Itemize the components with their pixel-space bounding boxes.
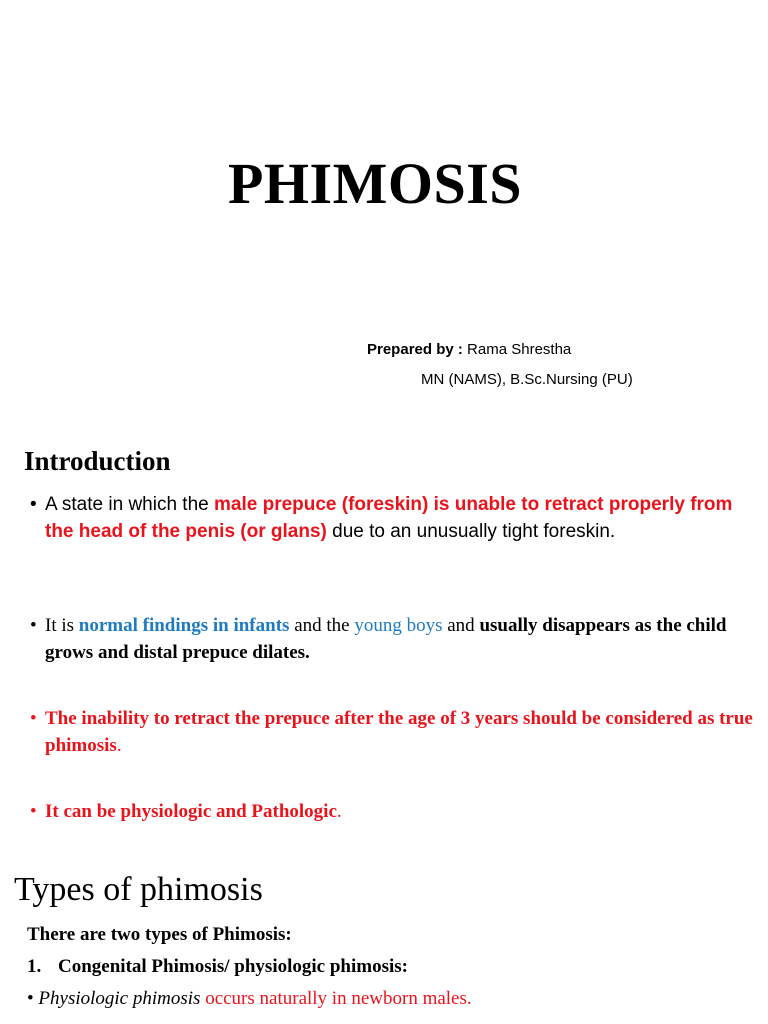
highlight-red: male prepuce (foreskin) is unable to retract properly from the head of the penis (or glans) (45, 494, 733, 542)
highlight-red: occurs naturally in newborn males. (200, 988, 472, 1009)
text-segment: and the (289, 615, 355, 636)
title-slide (0, 0, 768, 428)
bold-text: The inability to retract the prepuce after the age of 3 years should be considered as true phimosis (45, 708, 753, 756)
types-slide (0, 866, 768, 1024)
author-name: Rama Shrestha (462, 341, 572, 358)
introduction-heading: Introduction (24, 446, 171, 476)
highlight-blue: normal findings in infants (78, 615, 290, 636)
types-intro: There are two types of Phimosis: (27, 924, 292, 945)
page-title: PHIMOSIS (227, 151, 523, 216)
highlight-blue: young boys (354, 615, 443, 636)
prepared-by-label: Prepared by : (367, 341, 463, 358)
bullet-dot: • (30, 708, 37, 729)
text-segment: . (116, 735, 122, 756)
text-segment: It is (45, 615, 79, 636)
bullet-definition (30, 491, 755, 545)
sub-bullet (27, 988, 472, 1010)
bullet-dot: • (30, 494, 37, 515)
text-segment: due to an unusually tight foreskin. (326, 521, 616, 542)
bold-text: It can be physiologic and Pathologic (45, 801, 337, 822)
italic-term: Physiologic phimosis (38, 988, 201, 1009)
list-item-text: Congenital Phimosis/ physiologic phimosis: (58, 956, 408, 977)
bullet-dot: • (30, 801, 37, 822)
prepared-by-line (367, 341, 571, 358)
author-credentials: MN (NAMS), B.Sc.Nursing (PU) (421, 371, 633, 388)
text-segment: and (442, 615, 480, 636)
bullet-dot: • (27, 988, 34, 1009)
bold-text: usually disappears as the child grows and distal prepuce dilates. (45, 615, 727, 663)
bullet-classification (30, 798, 755, 825)
bullet-normal-findings (30, 612, 755, 666)
bullet-true-phimosis (30, 705, 755, 759)
introduction-slide (0, 428, 768, 866)
types-heading: Types of phimosis (14, 871, 263, 908)
list-item (27, 956, 408, 978)
bullet-dot: • (30, 615, 37, 636)
text-segment: . (336, 801, 342, 822)
list-number: 1. (27, 956, 42, 977)
text-segment: A state in which the (45, 494, 214, 515)
